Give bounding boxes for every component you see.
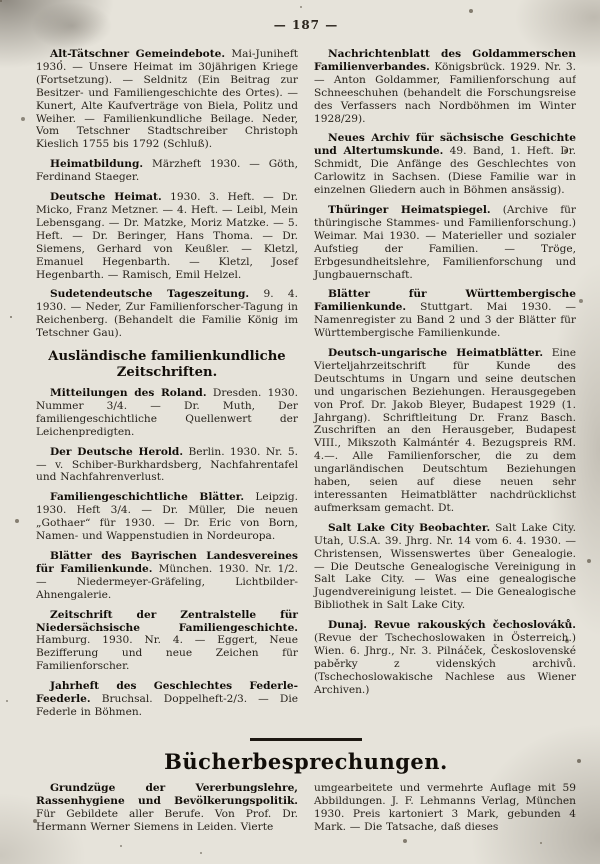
journal-title: Neues Archiv für sächsische Geschichte und Altertumskunde. — [314, 132, 576, 158]
journal-entry — [314, 204, 576, 281]
journal-body: 49. Band, 1. Heft. Dr. Schmidt, Die Anfänge des Geschlechtes von Carlowitz in Sachsen. (Diese Familie war in einzelnen Gliedern auch in Böhmen ansässig). — [314, 145, 576, 197]
journal-body: Dresden. 1930. Nummer 3/4. — Dr. Muth, Der familiengeschichtliche Quellenwert der Leichenpredigten. — [36, 387, 298, 438]
journal-title: Der Deutsche Herold. — [50, 445, 184, 458]
right-column — [314, 48, 576, 728]
journal-body: (Revue der Tschechoslowaken in Österreich.) Wien. 6. Jhrg., Nr. 3. Pilnáček, Československé paběrky z videnských archivů. (Tschechoslowakische Nachlese aus Wiener Archiven.) — [314, 632, 576, 696]
journal-title: Blätter für Württembergische Familienkunde. — [314, 288, 576, 314]
journal-entry — [36, 387, 298, 439]
book-review-body: umgearbeitete und vermehrte Auflage mit 59 Abbildungen. J. F. Lehmanns Verlag, München 1930. Preis kartoniert 3 Mark, gebunden 4 Mark. — Die Tatsache, daß dieses — [314, 782, 576, 833]
journal-entry — [36, 491, 298, 543]
journal-body: Hamburg. 1930. Nr. 4. — Eggert, Neue Bezifferung und neue Zeichen für Familienforscher. — [36, 634, 298, 673]
journal-body: Märzheft 1930. — Göth, Ferdinand Staeger. — [36, 158, 298, 184]
book-reviews-heading: Bücherbesprechungen. — [164, 749, 448, 774]
book-review-entry — [36, 782, 298, 834]
section-divider-rule — [250, 738, 362, 741]
journal-entry — [36, 158, 298, 184]
book-reviews-left-column — [36, 782, 298, 841]
journal-body: München. 1930. Nr. 1/2. — Niedermeyer-Gräfeling, Lichtbilder-Ahnengalerie. — [36, 562, 298, 601]
journal-title: Heimatbildung. — [50, 158, 144, 171]
book-review-title: Grundzüge der Vererbungslehre, Rassenhygiene und Bevölkerungspolitik. — [36, 782, 298, 807]
journal-title: Mitteilungen des Roland. — [50, 387, 207, 400]
page-number: — 187 — — [273, 18, 339, 32]
journal-title: Sudetendeutsche Tageszeitung. — [50, 288, 250, 301]
journal-entry — [36, 191, 298, 281]
journal-body: Berlin. 1930. Nr. 5. — v. Schiber-Burkhardsberg, Nachfahrentafel und Nachfahrenverlust. — [36, 445, 298, 484]
journal-entry — [314, 288, 576, 340]
journal-body: Mai-Juniheft 1930. — Unsere Heimat im 30jährigen Kriege (Fortsetzung). — Seldnitz (Ein Beitrag zur Besitzer- und Familiengeschichte des Ortes). — Kunert, Alte Kaufverträge von Biela, Politz und Weiher. — Familienkundliche Beilage. Neder, Vom Tetschner Stadtschreiber Christoph Kieslich 1755 bis 1792 (Schluß). — [36, 48, 299, 151]
journal-body: Leipzig. 1930. Heft 3/4. — Dr. Müller, Die neuen „Gothaer“ für 1930. — Dr. Eric von Born, Namen- und Wappenstudien in Nordeuropa. — [36, 491, 298, 543]
book-reviews-right-column — [314, 782, 576, 841]
journal-entry — [36, 550, 298, 602]
journal-entry — [314, 48, 576, 125]
journal-body: (Archive für thüringische Stammes- und Familienforschung.) Weimar. Mai 1930. — Materieller und sozialer Aufstieg der Familien. — Tröge, Erbgesundheitslehre, Familienforschung und Jungbauernschaft. — [314, 203, 576, 281]
journal-entry — [36, 609, 298, 674]
journal-body: Königsbrück. 1929. Nr. 3. — Anton Goldammer, Familienforschung auf Schneeschuhen (behandelt die Forschungsreise des Verfassers nach Nordböhmen im Winter 1928/29). — [314, 60, 576, 125]
journal-title: Deutsche Heimat. — [50, 191, 162, 204]
journal-entry — [314, 132, 576, 197]
journal-entry — [36, 48, 298, 151]
journal-entry — [36, 288, 298, 340]
left-column — [36, 48, 298, 728]
section-heading-foreign-journals: Ausländische familienkundliche Zeitschriften. — [48, 349, 286, 380]
journal-title: Thüringer Heimatspiegel. — [328, 203, 491, 216]
journal-entry — [314, 522, 576, 612]
book-reviews-columns — [36, 782, 576, 841]
journal-title: Dunaj. Revue rakouských čechoslováků. — [328, 619, 576, 632]
journal-title: Zeitschrift der Zentralstelle für Niedersächsische Familiengeschichte. — [36, 608, 298, 634]
journal-entry — [314, 347, 576, 515]
journal-title: Deutsch-ungarische Heimatblätter. — [328, 347, 544, 360]
journal-body: Salt Lake City. Utah, U.S.A. 39. Jhrg. Nr. 14 vom 6. 4. 1930. — Christensen, Wissenswertes über Genealogie. — Die Deutsche Genealogische Vereinigung in Salt Lake City. — Was eine genealogische Jugendvereinigung leistet. — Die Genealogische Bibliothek in Salt Lake City. — [314, 521, 576, 612]
journal-entry — [314, 619, 576, 696]
journal-entry — [36, 446, 298, 485]
journal-title: Blätter des Bayrischen Landesvereines für Familienkunde. — [36, 550, 298, 575]
journal-body: 9. 4. 1930. — Neder, Zur Familienforscher-Tagung in Reichenberg. (Behandelt die Familie König im Tetschner Gau). — [36, 288, 299, 340]
journal-title: Familiengeschichtliche Blätter. — [50, 491, 245, 504]
journal-entry — [36, 680, 298, 719]
book-review-continuation — [314, 782, 576, 834]
journal-body: Bruchsal. Doppelheft-2/3. — Die Federle in Böhmen. — [36, 693, 298, 718]
main-columns — [36, 48, 576, 728]
book-review-body: Für Gebildete aller Berufe. Von Prof. Dr. Hermann Werner Siemens in Leiden. Vierte — [36, 807, 298, 833]
journal-title: Jahrheft des Geschlechtes Federle-Feederle. — [36, 680, 298, 706]
journal-body: Stuttgart. Mai 1930. — Namenregister zu Band 2 und 3 der Blätter für Württembergische Familienkunde. — [314, 301, 576, 340]
journal-title: Alt-Tätschner Gemeindebote. — [50, 48, 226, 60]
journal-title: Salt Lake City Beobachter. — [328, 521, 491, 534]
journal-title: Nachrichtenblatt des Goldammerschen Familienverbandes. — [314, 48, 576, 73]
journal-body: 1930. 3. Heft. — Dr. Micko, Franz Metzner. — 4. Heft. — Leibl, Mein Lebensgang. — Dr. Matzke, Moriz Matzke. — 5. Heft. — Dr. Beringer, Hans Thoma. — Dr. Siemens, Gerhard von Keußler. — Kletzl, Emanuel Hegenbarth. — Kletzl, Josef Hegenbarth. — Ramisch, Emil Helzel. — [36, 191, 298, 281]
journal-body: Eine Vierteljahrzeitschrift für Kunde des Deutschtums in Ungarn und seine deutschen und ungarischen Beziehungen. Herausgegeben von Prof. Dr. Jakob Bleyer, Budapest 1929 (1. Jahrgang). Schriftleitung Dr. Franz Basch. Zuschriften an den Herausgeber, Budapest VIII., Mikszoth Kalmántér 4. Bezugspreis RM. 4.—. Alle Familienforscher, die zu dem ungarländischen Deutschtum Beziehungen haben, seien auf diese neuen sehr interessanten Heimatblätter nachdrücklichst aufmerksam gemacht. Dt. — [314, 347, 576, 514]
